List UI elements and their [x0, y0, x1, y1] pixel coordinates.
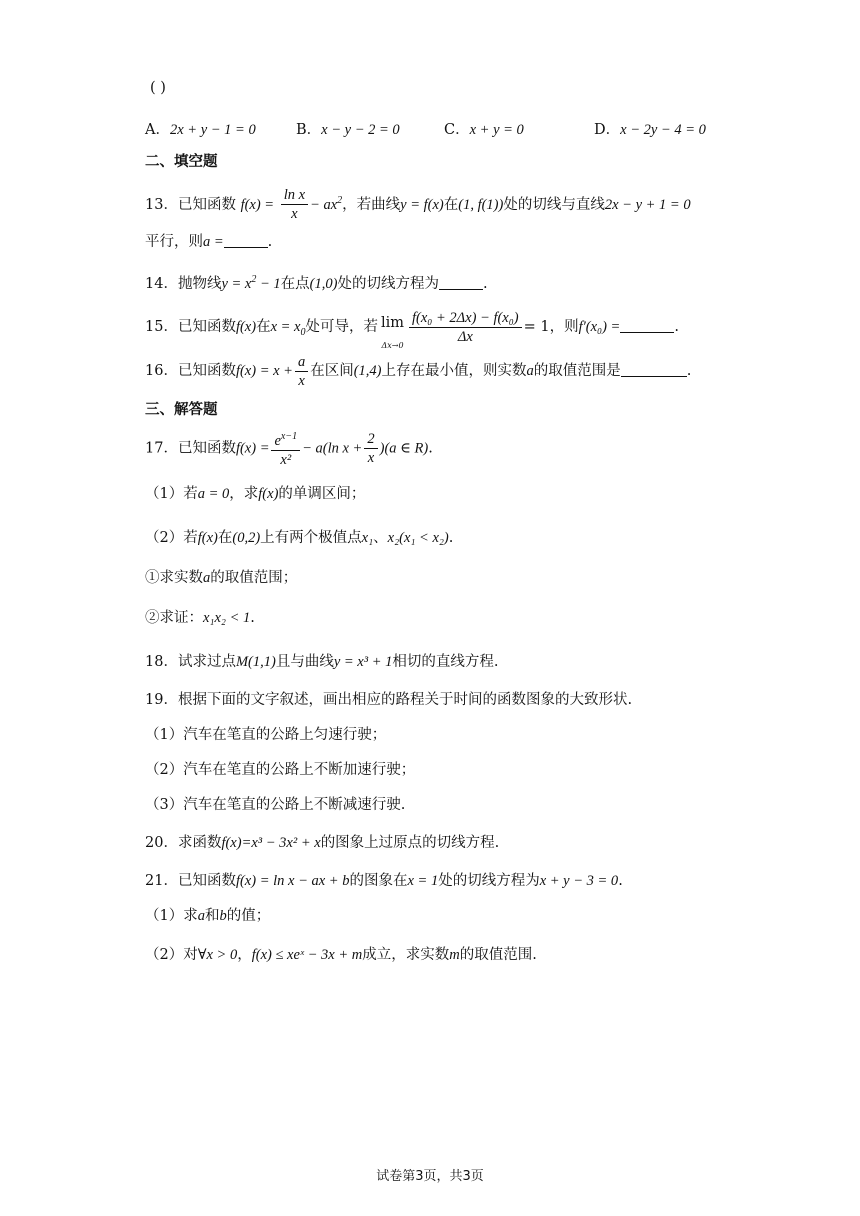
question-18: 18．试求过点M(1,1)且与曲线y = x³ + 1相切的直线方程.	[145, 654, 499, 670]
answer-blank[interactable]	[620, 318, 674, 333]
option-a: A．2x + y − 1 = 0	[145, 122, 256, 138]
option-d: D．x − 2y − 4 = 0	[594, 122, 706, 138]
question-21: 21．已知函数f(x) = ln x − ax + b的图象在x = 1处的切线方程为x + y − 3 = 0.	[145, 873, 623, 889]
option-c: C．x + y = 0	[444, 122, 524, 138]
question-13-continued: 平行，则a = .	[145, 234, 273, 250]
question-13: 13．已知函数 f(x) = $\frac{\text{ln x}}{x}$ − $ax^2$，若曲线y = f(x)在(1, f(1))处的切线与直线2x − y + 1 = 0	[145, 187, 691, 223]
question-15: 15．已知函数f(x)在$x = x_0$处可导，若 lim Δx→0 $\frac{\text{f(x₀ + 2Δx) − f(x₀)}}{\Delta x}$ = 1，则f′(x₀) = .	[145, 309, 679, 350]
question-17-sub-1: ①求实数a的取值范围；	[145, 570, 298, 586]
question-14: 14．抛物线$y = x^2 - 1$在点(1,0)处的切线方程为 .	[145, 274, 488, 292]
question-17-part-2: （2）若f(x)在(0,2)上有两个极值点x₁、x₂(x₁ < x₂).	[145, 530, 454, 546]
question-16: 16．已知函数f(x) = x + $\frac{a}{x}$ 在区间(1,4)上存在最小值，则实数a的取值范围是 .	[145, 353, 692, 389]
section-heading-solutions: 三、解答题	[145, 402, 218, 418]
question-19-item: （2）汽车在笔直的公路上不断加速行驶；	[145, 762, 416, 778]
question-17-part-1: （1）若a = 0，求f(x)的单调区间；	[145, 486, 366, 502]
answer-blank[interactable]	[621, 362, 687, 377]
page-footer: 试卷第3页，共3页	[376, 1169, 484, 1184]
answer-parentheses: ( )	[150, 80, 166, 96]
answer-blank[interactable]	[224, 233, 268, 248]
question-19-item: （1）汽车在笔直的公路上匀速行驶；	[145, 727, 387, 743]
answer-blank[interactable]	[439, 275, 483, 290]
question-17: 17．已知函数f(x) = $\frac{e^{x-1}}{\text{x²}}$ − a(ln x + $\frac{2}{x}$ )(a ∈ R).	[145, 428, 433, 469]
option-b: B．x − y − 2 = 0	[296, 122, 400, 138]
question-19: 19．根据下面的文字叙述，画出相应的路程关于时间的函数图象的大致形状.	[145, 692, 633, 708]
question-21-part-1: （1）求a和b的值；	[145, 908, 271, 924]
section-heading-fill-in: 二、填空题	[145, 154, 218, 170]
question-17-sub-2: ②求证：x₁x₂ < 1.	[145, 610, 255, 626]
question-20: 20．求函数f(x)=x³ − 3x² + x的图象上过原点的切线方程.	[145, 835, 500, 851]
question-21-part-2: （2）对∀x > 0，f(x) ≤ xeˣ − 3x + m成立，求实数m的取值范围.	[145, 947, 537, 963]
question-19-item: （3）汽车在笔直的公路上不断减速行驶.	[145, 797, 406, 813]
